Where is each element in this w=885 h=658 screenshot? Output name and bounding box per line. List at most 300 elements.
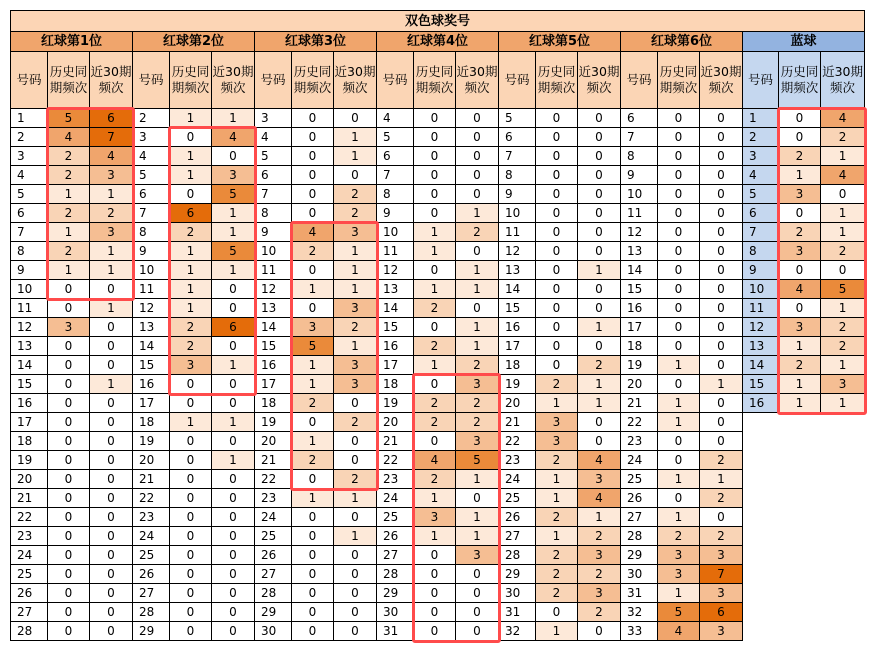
ball-number-cell: 20 [499,394,536,413]
history-frequency-cell: 2 [414,470,456,489]
history-frequency-cell: 0 [48,546,90,565]
history-frequency-cell: 0 [170,584,212,603]
history-frequency-cell: 2 [48,147,90,166]
history-frequency-cell: 0 [414,109,456,128]
recent30-frequency-cell: 1 [456,337,499,356]
ball-number-cell: 26 [377,527,414,546]
recent30-frequency-cell: 4 [578,489,621,508]
ball-number-cell: 11 [11,299,48,318]
history-frequency-cell: 0 [48,299,90,318]
ball-number-cell: 7 [621,128,658,147]
history-frequency-cell: 0 [48,356,90,375]
ball-number-cell: 16 [255,356,292,375]
ball-number-cell: 3 [743,147,779,166]
history-frequency-cell: 1 [658,356,700,375]
recent30-frequency-cell: 0 [90,603,133,622]
history-frequency-cell: 4 [779,280,821,299]
ball-number-cell: 18 [621,337,658,356]
history-frequency-cell: 3 [414,508,456,527]
recent30-frequency-header: 近30期频次 [90,52,133,109]
history-frequency-cell: 0 [170,375,212,394]
number-header: 号码 [133,52,170,109]
history-frequency-cell: 1 [48,223,90,242]
history-frequency-cell: 0 [658,432,700,451]
history-frequency-header: 历史同期频次 [414,52,456,109]
recent30-frequency-cell: 0 [90,356,133,375]
history-frequency-cell: 1 [414,527,456,546]
ball-number-cell: 15 [255,337,292,356]
recent30-frequency-cell: 3 [334,299,377,318]
history-frequency-cell: 1 [170,109,212,128]
ball-number-cell: 21 [133,470,170,489]
ball-number-cell: 11 [743,299,779,318]
history-frequency-cell: 0 [414,185,456,204]
history-frequency-cell: 0 [48,584,90,603]
ball-number-cell: 16 [621,299,658,318]
table-row [11,451,865,470]
table-row [11,394,865,413]
ball-number-cell: 32 [621,603,658,622]
recent30-frequency-cell: 0 [334,603,377,622]
history-frequency-cell: 0 [536,185,578,204]
history-frequency-cell: 0 [170,603,212,622]
table-row [11,527,865,546]
table-row [11,432,865,451]
recent30-frequency-cell: 0 [578,166,621,185]
ball-number-cell: 5 [377,128,414,147]
ball-number-cell: 1 [743,109,779,128]
recent30-frequency-cell: 0 [456,109,499,128]
recent30-frequency-cell: 4 [90,147,133,166]
recent30-frequency-cell: 2 [456,356,499,375]
history-frequency-cell: 3 [536,413,578,432]
ball-number-cell: 15 [621,280,658,299]
history-frequency-cell: 0 [292,261,334,280]
history-frequency-cell: 0 [536,337,578,356]
ball-number-cell: 18 [377,375,414,394]
recent30-frequency-cell: 0 [334,109,377,128]
recent30-frequency-cell: 0 [90,470,133,489]
history-frequency-cell: 0 [170,470,212,489]
history-frequency-cell: 2 [48,204,90,223]
history-frequency-cell: 1 [779,166,821,185]
recent30-frequency-cell: 0 [700,394,743,413]
ball-number-cell: 12 [743,318,779,337]
ball-number-cell: 12 [377,261,414,280]
ball-number-cell: 13 [255,299,292,318]
ball-number-cell: 10 [133,261,170,280]
recent30-frequency-cell: 1 [90,185,133,204]
ball-number-cell: 19 [621,356,658,375]
recent30-frequency-cell: 0 [212,489,255,508]
ball-number-cell: 9 [377,204,414,223]
history-frequency-cell: 0 [292,147,334,166]
history-frequency-cell: 2 [292,451,334,470]
table-row [11,337,865,356]
ball-number-cell: 5 [11,185,48,204]
recent30-frequency-cell: 4 [821,109,865,128]
history-frequency-cell: 0 [658,166,700,185]
ball-number-cell: 25 [255,527,292,546]
table-row [11,261,865,280]
history-frequency-cell: 2 [292,394,334,413]
ball-number-cell: 16 [377,337,414,356]
recent30-frequency-cell: 1 [90,299,133,318]
ball-number-cell: 24 [255,508,292,527]
history-frequency-cell: 0 [292,299,334,318]
history-frequency-cell: 0 [658,185,700,204]
ball-number-cell: 13 [133,318,170,337]
ball-number-cell: 8 [743,242,779,261]
recent30-frequency-cell: 0 [212,546,255,565]
history-frequency-cell: 0 [779,109,821,128]
history-frequency-cell: 0 [658,451,700,470]
ball-number-cell: 31 [377,622,414,641]
ball-number-cell: 12 [499,242,536,261]
recent30-frequency-cell: 4 [578,451,621,470]
ball-number-cell: 22 [133,489,170,508]
ball-number-cell: 9 [133,242,170,261]
ball-number-cell: 19 [11,451,48,470]
history-frequency-cell: 0 [170,185,212,204]
recent30-frequency-cell: 5 [821,280,865,299]
recent30-frequency-cell: 0 [212,280,255,299]
recent30-frequency-cell: 0 [90,546,133,565]
history-frequency-cell: 0 [779,261,821,280]
recent30-frequency-cell: 1 [456,280,499,299]
history-frequency-cell: 1 [414,242,456,261]
ball-number-cell: 14 [743,356,779,375]
recent30-frequency-cell: 0 [90,318,133,337]
recent30-frequency-cell: 0 [700,280,743,299]
ball-number-cell: 10 [377,223,414,242]
group-header-red-ball-4: 红球第4位 [377,32,499,52]
history-frequency-cell: 1 [292,280,334,299]
recent30-frequency-cell: 0 [700,337,743,356]
history-frequency-cell: 0 [292,508,334,527]
ball-number-cell: 7 [133,204,170,223]
history-frequency-cell: 0 [658,299,700,318]
history-frequency-cell: 0 [170,565,212,584]
history-frequency-header: 历史同期频次 [48,52,90,109]
ball-number-cell: 8 [377,185,414,204]
recent30-frequency-cell: 0 [90,337,133,356]
recent30-frequency-cell: 0 [334,508,377,527]
table-row [11,147,865,166]
recent30-frequency-cell: 0 [700,413,743,432]
history-frequency-cell: 0 [658,223,700,242]
history-frequency-cell: 2 [779,147,821,166]
recent30-frequency-cell: 0 [578,109,621,128]
recent30-frequency-cell: 4 [821,166,865,185]
recent30-frequency-cell: 1 [212,223,255,242]
recent30-frequency-cell: 1 [334,261,377,280]
ball-number-cell: 8 [499,166,536,185]
history-frequency-cell: 0 [536,318,578,337]
empty-cell [743,565,779,584]
recent30-frequency-cell: 0 [578,337,621,356]
recent30-frequency-cell: 0 [212,508,255,527]
empty-cell [779,470,821,489]
ball-number-cell: 13 [11,337,48,356]
history-frequency-cell: 0 [48,527,90,546]
recent30-frequency-cell: 3 [456,375,499,394]
history-frequency-cell: 1 [779,375,821,394]
history-frequency-cell: 3 [48,318,90,337]
recent30-frequency-cell: 0 [578,622,621,641]
ball-number-cell: 6 [255,166,292,185]
ball-number-cell: 8 [11,242,48,261]
recent30-frequency-cell: 0 [578,299,621,318]
ball-number-cell: 25 [377,508,414,527]
recent30-frequency-cell: 0 [700,508,743,527]
recent30-frequency-cell: 1 [821,394,865,413]
history-frequency-cell: 0 [536,128,578,147]
ball-number-cell: 28 [133,603,170,622]
empty-cell [779,413,821,432]
recent30-frequency-cell: 0 [578,242,621,261]
history-frequency-cell: 1 [536,394,578,413]
ball-number-cell: 12 [621,223,658,242]
history-frequency-cell: 0 [170,622,212,641]
recent30-frequency-cell: 0 [700,147,743,166]
ball-number-cell: 13 [377,280,414,299]
recent30-frequency-cell: 0 [700,128,743,147]
ball-number-cell: 32 [499,622,536,641]
ball-number-cell: 26 [11,584,48,603]
history-frequency-cell: 0 [658,147,700,166]
ball-number-cell: 14 [621,261,658,280]
ball-number-cell: 26 [621,489,658,508]
ball-number-cell: 4 [11,166,48,185]
history-frequency-cell: 0 [779,204,821,223]
recent30-frequency-cell: 2 [821,128,865,147]
ball-number-cell: 19 [255,413,292,432]
history-frequency-cell: 1 [779,394,821,413]
recent30-frequency-cell: 3 [700,546,743,565]
ball-number-cell: 15 [11,375,48,394]
ball-number-cell: 9 [621,166,658,185]
ball-number-cell: 17 [499,337,536,356]
history-frequency-cell: 1 [292,489,334,508]
history-frequency-cell: 2 [414,394,456,413]
ball-number-cell: 25 [499,489,536,508]
ball-number-cell: 14 [133,337,170,356]
ball-number-cell: 29 [377,584,414,603]
recent30-frequency-cell: 5 [212,242,255,261]
ball-number-cell: 10 [499,204,536,223]
recent30-frequency-cell: 0 [90,584,133,603]
history-frequency-cell: 0 [414,603,456,622]
number-header: 号码 [743,52,779,109]
ball-number-cell: 9 [255,223,292,242]
history-frequency-cell: 4 [292,223,334,242]
recent30-frequency-cell: 3 [578,584,621,603]
history-frequency-cell: 0 [292,128,334,147]
history-frequency-cell: 3 [536,432,578,451]
ball-number-cell: 26 [133,565,170,584]
recent30-frequency-cell: 0 [334,432,377,451]
history-frequency-cell: 0 [48,470,90,489]
recent30-frequency-cell: 0 [212,394,255,413]
table-row [11,280,865,299]
recent30-frequency-header: 近30期频次 [578,52,621,109]
ball-number-cell: 27 [11,603,48,622]
ball-number-cell: 28 [621,527,658,546]
recent30-frequency-cell: 0 [334,166,377,185]
ball-number-cell: 23 [133,508,170,527]
ball-number-cell: 3 [255,109,292,128]
ball-number-cell: 29 [255,603,292,622]
recent30-frequency-cell: 1 [456,470,499,489]
history-frequency-cell: 0 [779,128,821,147]
history-frequency-cell: 4 [48,128,90,147]
ball-number-cell: 5 [133,166,170,185]
history-frequency-cell: 1 [414,356,456,375]
recent30-frequency-cell: 0 [212,584,255,603]
recent30-frequency-cell: 0 [90,565,133,584]
ball-number-cell: 24 [377,489,414,508]
history-frequency-cell: 2 [536,451,578,470]
table-row [11,622,865,641]
recent30-frequency-cell: 1 [578,508,621,527]
recent30-frequency-cell: 2 [456,413,499,432]
history-frequency-cell: 0 [170,489,212,508]
history-frequency-cell: 0 [414,546,456,565]
recent30-frequency-cell: 0 [212,622,255,641]
recent30-frequency-cell: 0 [334,584,377,603]
history-frequency-cell: 5 [658,603,700,622]
empty-cell [821,451,865,470]
recent30-frequency-cell: 1 [821,147,865,166]
ball-number-cell: 13 [743,337,779,356]
ball-number-cell: 30 [499,584,536,603]
ball-number-cell: 26 [499,508,536,527]
recent30-frequency-cell: 0 [456,565,499,584]
recent30-frequency-cell: 0 [456,489,499,508]
ball-number-cell: 29 [133,622,170,641]
history-frequency-cell: 0 [48,489,90,508]
history-frequency-cell: 0 [170,128,212,147]
ball-number-cell: 20 [377,413,414,432]
ball-number-cell: 6 [621,109,658,128]
recent30-frequency-cell: 2 [821,242,865,261]
empty-cell [821,603,865,622]
empty-cell [743,451,779,470]
ball-number-cell: 9 [743,261,779,280]
ball-number-cell: 20 [11,470,48,489]
ball-number-cell: 7 [499,147,536,166]
ball-number-cell: 18 [11,432,48,451]
ball-number-cell: 3 [11,147,48,166]
ball-number-cell: 17 [377,356,414,375]
recent30-frequency-header: 近30期频次 [456,52,499,109]
recent30-frequency-cell: 0 [90,394,133,413]
ball-number-cell: 24 [133,527,170,546]
ball-number-cell: 27 [499,527,536,546]
ball-number-cell: 14 [377,299,414,318]
recent30-frequency-cell: 0 [90,280,133,299]
recent30-frequency-cell: 6 [90,109,133,128]
ball-number-cell: 3 [133,128,170,147]
history-frequency-cell: 0 [536,242,578,261]
empty-cell [821,622,865,641]
ball-number-cell: 17 [621,318,658,337]
ball-number-cell: 2 [743,128,779,147]
ball-number-cell: 18 [255,394,292,413]
history-frequency-cell: 1 [170,280,212,299]
recent30-frequency-cell: 0 [456,242,499,261]
ball-number-cell: 23 [621,432,658,451]
group-header-blue-ball: 蓝球 [743,32,865,52]
ball-number-cell: 22 [11,508,48,527]
empty-cell [821,508,865,527]
history-frequency-cell: 0 [292,603,334,622]
ball-number-cell: 30 [621,565,658,584]
recent30-frequency-cell: 1 [334,337,377,356]
history-frequency-cell: 0 [414,318,456,337]
history-frequency-cell: 1 [658,394,700,413]
table-row [11,546,865,565]
recent30-frequency-cell: 0 [90,527,133,546]
ball-number-cell: 14 [11,356,48,375]
history-frequency-cell: 2 [48,242,90,261]
empty-cell [779,508,821,527]
history-frequency-cell: 1 [414,489,456,508]
ball-number-cell: 6 [11,204,48,223]
empty-cell [779,451,821,470]
history-frequency-cell: 2 [414,299,456,318]
table-row [11,166,865,185]
recent30-frequency-cell: 0 [700,261,743,280]
recent30-frequency-cell: 0 [456,128,499,147]
ball-number-cell: 7 [743,223,779,242]
recent30-frequency-cell: 0 [90,451,133,470]
recent30-frequency-cell: 1 [334,147,377,166]
lottery-frequency-sheet [10,10,863,646]
ball-number-cell: 25 [11,565,48,584]
history-frequency-cell: 1 [536,470,578,489]
recent30-frequency-cell: 1 [90,242,133,261]
recent30-frequency-cell: 3 [578,546,621,565]
recent30-frequency-cell: 5 [212,185,255,204]
history-frequency-cell: 0 [658,280,700,299]
recent30-frequency-cell: 1 [212,261,255,280]
ball-number-cell: 16 [743,394,779,413]
table-row [11,299,865,318]
ball-number-cell: 14 [499,280,536,299]
history-frequency-cell: 2 [170,318,212,337]
history-frequency-cell: 2 [536,508,578,527]
history-frequency-cell: 0 [536,261,578,280]
history-frequency-cell: 0 [48,508,90,527]
recent30-frequency-cell: 0 [456,185,499,204]
recent30-frequency-cell: 0 [578,432,621,451]
group-header-red-ball-3: 红球第3位 [255,32,377,52]
recent30-frequency-cell: 4 [212,128,255,147]
recent30-frequency-cell: 0 [334,451,377,470]
recent30-frequency-cell: 3 [334,356,377,375]
ball-number-cell: 6 [499,128,536,147]
ball-number-cell: 31 [621,584,658,603]
history-frequency-cell: 0 [779,299,821,318]
recent30-frequency-cell: 0 [90,432,133,451]
ball-number-cell: 28 [11,622,48,641]
empty-cell [743,413,779,432]
history-frequency-header: 历史同期频次 [658,52,700,109]
ball-number-cell: 12 [133,299,170,318]
empty-cell [821,546,865,565]
